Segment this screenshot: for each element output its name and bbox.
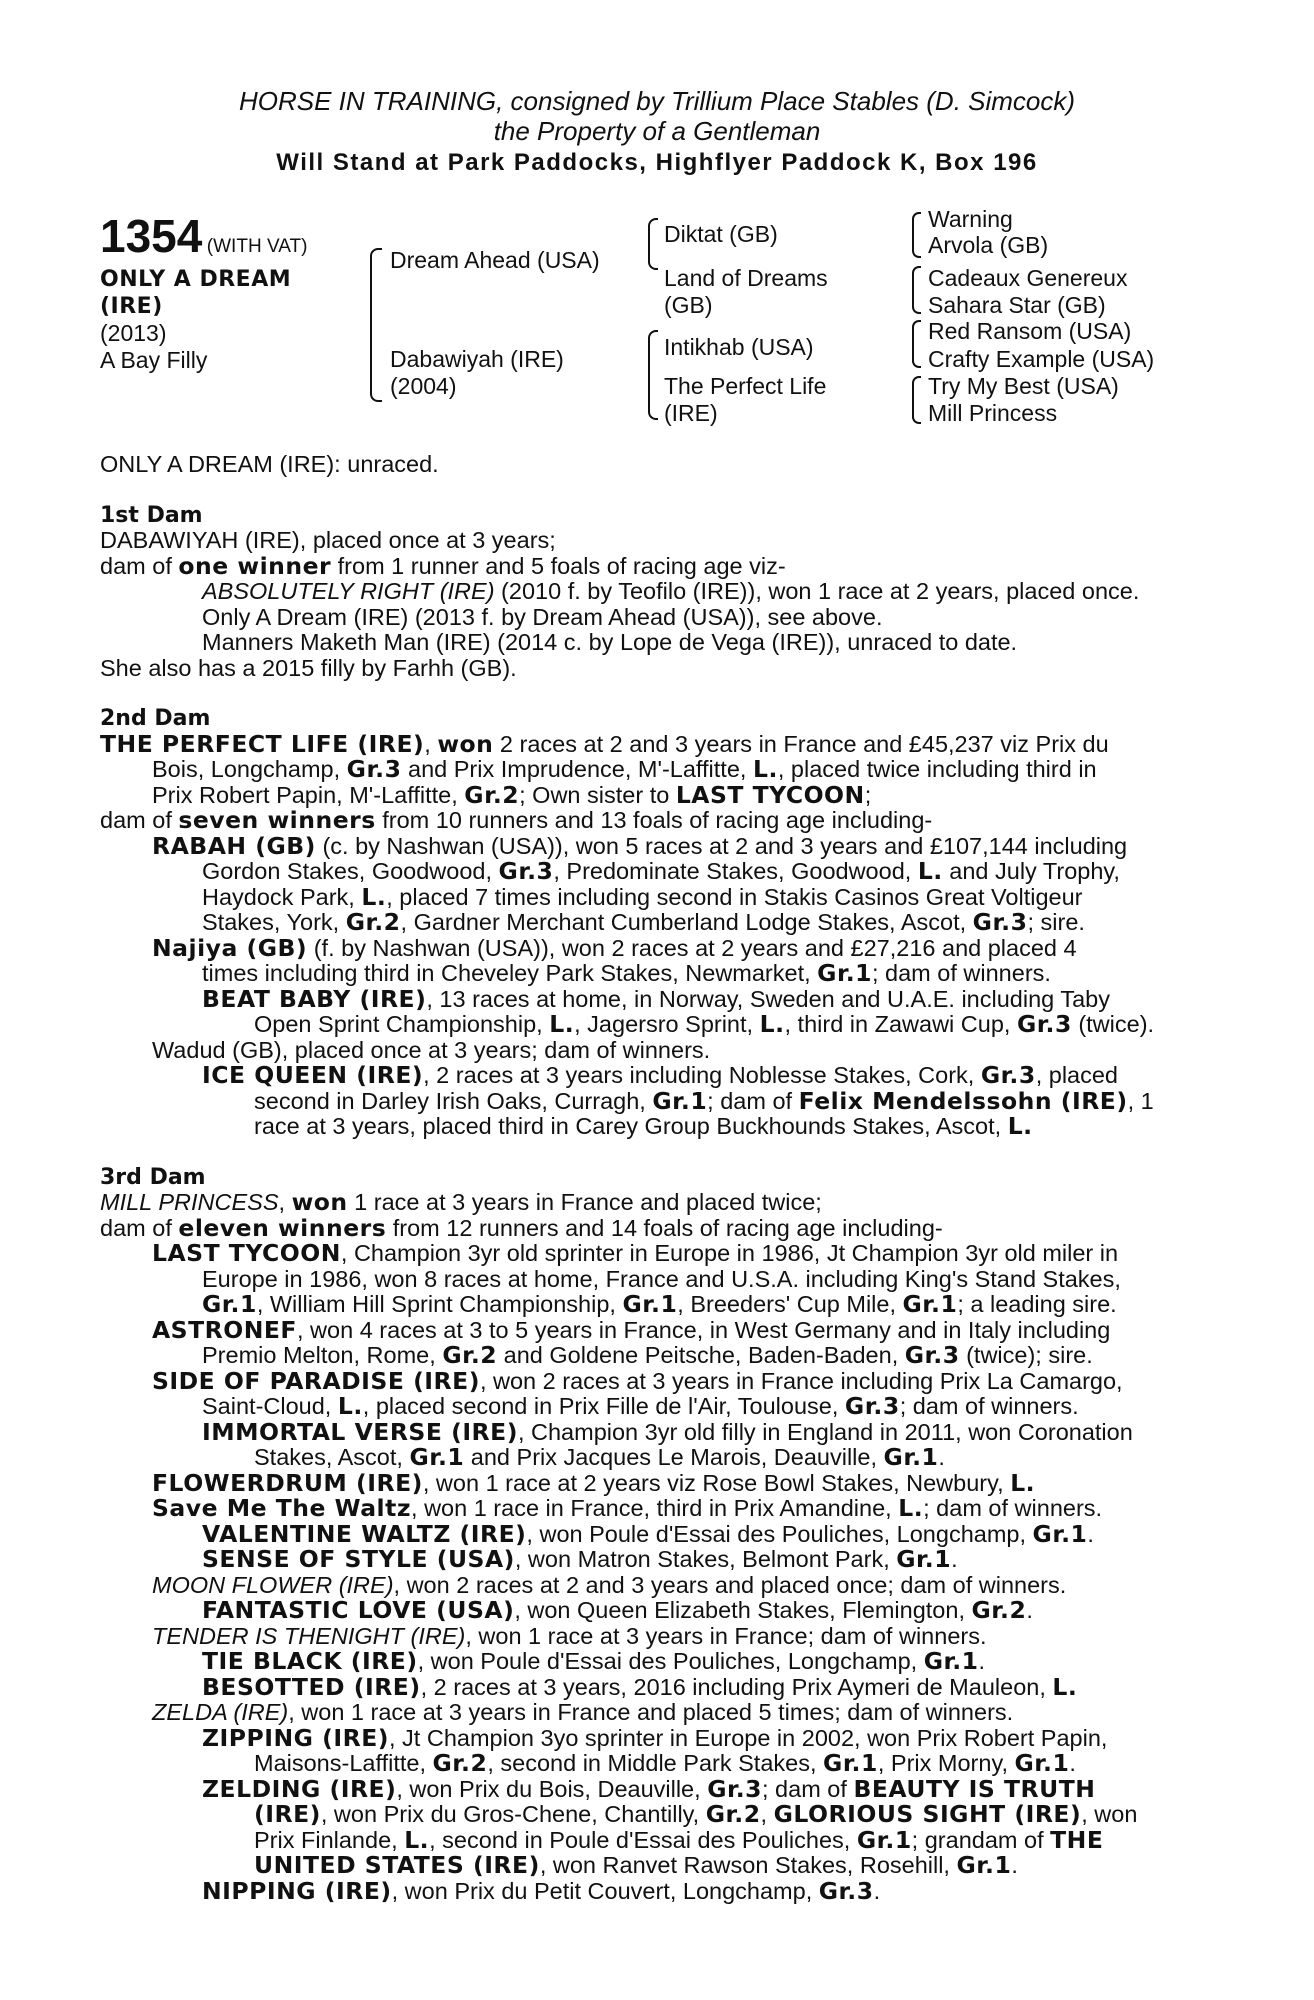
header-location: Will Stand at Park Paddocks, Highflyer Paddock K, Box 196 bbox=[276, 149, 1038, 176]
ggs-bracket-3 bbox=[912, 320, 921, 368]
gs-bracket-2 bbox=[648, 330, 658, 420]
produce-last-tycoon: LAST TYCOON, Champion 3yr old sprinter in Europe in 1986, Jt Champion 3yr old miler in bbox=[152, 1239, 1119, 1267]
lot-number-block bbox=[100, 212, 307, 260]
produce-zipping-2: Maisons-Laffitte, Gr.2, second in Middle Park Stakes, Gr.1, Prix Morny, Gr.1. bbox=[254, 1749, 1076, 1777]
produce-astronef-2: Premio Melton, Rome, Gr.2 and Goldene Peitsche, Baden-Baden, Gr.3 (twice); sire. bbox=[202, 1341, 1093, 1369]
horse-year: (2013) bbox=[100, 320, 167, 346]
produce-tie-black: TIE BLACK (IRE), won Poule d'Essai des Pouliches, Longchamp, Gr.1. bbox=[202, 1647, 986, 1675]
horse-description: A Bay Filly bbox=[100, 347, 208, 373]
third-dam-produce: dam of eleven winners from 12 runners and 14 foals of racing age including- bbox=[100, 1213, 943, 1242]
produce-manners-maketh-man: Manners Maketh Man (IRE) (2014 c. by Lope de Vega (IRE)), unraced to date. bbox=[202, 629, 1018, 655]
lot-vat: (WITH VAT) bbox=[206, 236, 308, 257]
produce-sense-of-style: SENSE OF STYLE (USA), won Matron Stakes, Belmont Park, Gr.1. bbox=[202, 1545, 958, 1573]
ggs-bracket-4 bbox=[912, 376, 921, 424]
produce-zelding-4: UNITED STATES (IRE), won Ranvet Rawson Stakes, Rosehill, Gr.1. bbox=[254, 1851, 1018, 1879]
second-dam-line: THE PERFECT LIFE (IRE), won 2 races at 2 and 3 years in France and £45,237 viz Prix du bbox=[100, 729, 1109, 758]
produce-wadud: Wadud (GB), placed once at 3 years; dam of winners. bbox=[152, 1036, 711, 1063]
third-dam-line: MILL PRINCESS, won 1 race at 3 years in France and placed twice; bbox=[100, 1188, 822, 1216]
produce-ice-queen: ICE QUEEN (IRE), 2 races at 3 years including Noblesse Stakes, Cork, Gr.3, placed bbox=[202, 1061, 1118, 1089]
sire-bracket bbox=[370, 248, 382, 332]
pedigree-g6: Crafty Example (USA) bbox=[928, 346, 1155, 372]
produce-nipping: NIPPING (IRE), won Prix du Petit Couvert, Longchamp, Gr.3. bbox=[202, 1876, 881, 1905]
produce-najiya-2: times including third in Cheveley Park Stakes, Newmarket, Gr.1; dam of winners. bbox=[202, 959, 1051, 987]
pedigree-g2: Arvola (GB) bbox=[928, 232, 1049, 258]
produce-ice-queen-3: race at 3 years, placed third in Carey Group Buckhounds Stakes, Ascot, L. bbox=[254, 1112, 1033, 1140]
second-dam-line-3: Prix Robert Papin, M'-Laffitte, Gr.2; Own sister to LAST TYCOON; bbox=[152, 780, 872, 809]
pedigree-dam-year: (2004) bbox=[390, 373, 457, 399]
third-dam-heading: 3rd Dam bbox=[100, 1164, 206, 1190]
produce-last-tycoon-2: Europe in 1986, won 8 races at home, France and U.S.A. including King's Stand Stakes, bbox=[202, 1265, 1121, 1292]
dam-bracket bbox=[370, 330, 382, 402]
catalogue-body bbox=[100, 452, 1210, 1904]
pedigree-g4: Sahara Star (GB) bbox=[928, 292, 1106, 318]
pedigree-g8: Mill Princess bbox=[928, 400, 1058, 426]
lot-number: 1354 bbox=[100, 210, 203, 262]
produce-immortal-verse-2: Stakes, Ascot, Gr.1 and Prix Jacques Le Marois, Deauville, Gr.1. bbox=[254, 1443, 945, 1471]
first-dam-produce: dam of one winner from 1 runner and 5 foals of racing age viz- bbox=[100, 551, 786, 580]
produce-zipping: ZIPPING (IRE), Jt Champion 3yo sprinter in Europe in 2002, won Prix Robert Papin, bbox=[202, 1723, 1108, 1752]
first-dam-note: She also has a 2015 filly by Farhh (GB). bbox=[100, 654, 517, 681]
produce-fantastic-love: FANTASTIC LOVE (USA), won Queen Elizabeth Stakes, Flemington, Gr.2. bbox=[202, 1596, 1033, 1624]
second-dam-heading: 2nd Dam bbox=[100, 706, 211, 731]
produce-flowerdrum: FLOWERDRUM (IRE), won 1 race at 2 years viz Rose Bowl Stakes, Newbury, L. bbox=[152, 1468, 1036, 1497]
horse-name-2: (IRE) bbox=[100, 294, 163, 319]
produce-rabah-3: Haydock Park, L., placed 7 times including second in Stakis Casinos Great Voltigeur bbox=[202, 882, 1083, 911]
produce-tender-is-thenight: TENDER IS THENIGHT (IRE), won 1 race at 3 years in France; dam of winners. bbox=[152, 1622, 987, 1649]
pedigree-g3: Cadeaux Genereux bbox=[928, 265, 1128, 291]
produce-rabah-2: Gordon Stakes, Goodwood, Gr.3, Predominate Stakes, Goodwood, L. and July Trophy, bbox=[202, 857, 1120, 885]
produce-side-of-paradise: SIDE OF PARADISE (IRE), won 2 races at 3 years in France including Prix La Camargo, bbox=[152, 1366, 1123, 1395]
produce-ice-queen-2: second in Darley Irish Oaks, Curragh, Gr.1; dam of Felix Mendelssohn (IRE), 1 bbox=[254, 1086, 1154, 1115]
produce-zelding-2: (IRE), won Prix du Gros-Chene, Chantilly, Gr.2, GLORIOUS SIGHT (IRE), won bbox=[254, 1800, 1138, 1828]
produce-only-a-dream: Only A Dream (IRE) (2013 f. by Dream Ahead (USA)), see above. bbox=[202, 603, 883, 630]
pedigree-dam-dam-2: (IRE) bbox=[664, 400, 718, 426]
produce-moon-flower: MOON FLOWER (IRE), won 2 races at 2 and 3 years and placed once; dam of winners. bbox=[152, 1571, 1067, 1598]
first-dam-heading: 1st Dam bbox=[100, 502, 203, 528]
produce-valentine-waltz: VALENTINE WALTZ (IRE), won Poule d'Essai des Pouliches, Longchamp, Gr.1. bbox=[202, 1519, 1094, 1548]
produce-najiya: Najiya (GB) (f. by Nashwan (USA)), won 2 races at 2 years and £27,216 and placed 4 bbox=[152, 933, 1077, 962]
produce-zelding-3: Prix Finlande, L., second in Poule d'Essai des Pouliches, Gr.1; grandam of THE bbox=[254, 1825, 1104, 1854]
horse-name-1: ONLY A DREAM bbox=[100, 267, 292, 292]
produce-absolutely-right: ABSOLUTELY RIGHT (IRE) (2010 f. by Teofilo (IRE)), won 1 race at 2 years, placed once. bbox=[202, 578, 1140, 604]
produce-side-of-paradise-2: Saint-Cloud, L., placed second in Prix Fille de l'Air, Toulouse, Gr.3; dam of winners. bbox=[202, 1392, 1079, 1420]
ggs-bracket-2 bbox=[912, 266, 921, 314]
gs-bracket-1 bbox=[648, 218, 658, 270]
pedigree-dam: Dabawiyah (IRE) bbox=[390, 346, 564, 372]
produce-immortal-verse: IMMORTAL VERSE (IRE), Champion 3yr old filly in England in 2011, won Coronation bbox=[202, 1417, 1133, 1446]
pedigree-sire-dam-2: (GB) bbox=[664, 292, 713, 318]
produce-besotted: BESOTTED (IRE), 2 races at 3 years, 2016 including Prix Aymeri de Mauleon, L. bbox=[202, 1672, 1078, 1701]
produce-rabah: RABAH (GB) (c. by Nashwan (USA)), won 5 races at 2 and 3 years and £107,144 including bbox=[152, 831, 1128, 860]
pedigree-sire: Dream Ahead (USA) bbox=[390, 247, 600, 273]
unraced-note: ONLY A DREAM (IRE): unraced. bbox=[100, 451, 439, 477]
header-consignor: HORSE IN TRAINING, consigned by Trillium Place Stables (D. Simcock) bbox=[238, 86, 1076, 116]
pedigree-sire-dam-1: Land of Dreams bbox=[664, 265, 828, 291]
pedigree-g7: Try My Best (USA) bbox=[928, 373, 1119, 399]
produce-zelding: ZELDING (IRE), won Prix du Bois, Deauville, Gr.3; dam of BEAUTY IS TRUTH bbox=[202, 1774, 1096, 1803]
pedigree-sire-sire: Diktat (GB) bbox=[664, 221, 778, 247]
first-dam-line: DABAWIYAH (IRE), placed once at 3 years; bbox=[100, 527, 556, 553]
produce-save-me-the-waltz: Save Me The Waltz, won 1 race in France, third in Prix Amandine, L.; dam of winners. bbox=[152, 1494, 1103, 1522]
pedigree-dam-dam-1: The Perfect Life bbox=[664, 373, 827, 399]
produce-beat-baby: BEAT BABY (IRE), 13 races at home, in Norway, Sweden and U.A.E. including Taby bbox=[202, 984, 1110, 1013]
produce-beat-baby-2: Open Sprint Championship, L., Jagersro Sprint, L., third in Zawawi Cup, Gr.3 (twice). bbox=[254, 1010, 1155, 1038]
pedigree-g5: Red Ransom (USA) bbox=[928, 318, 1132, 344]
pedigree-g1: Warning bbox=[928, 206, 1013, 232]
ggs-bracket-1 bbox=[912, 212, 921, 258]
header-property: the Property of a Gentleman bbox=[493, 116, 821, 146]
second-dam-produce: dam of seven winners from 10 runners and 13 foals of racing age including- bbox=[100, 806, 933, 834]
produce-last-tycoon-3: Gr.1, William Hill Sprint Championship, Gr.1, Breeders' Cup Mile, Gr.1; a leading sire. bbox=[202, 1290, 1117, 1318]
second-dam-line-2: Bois, Longchamp, Gr.3 and Prix Imprudence, M'-Laffitte, L., placed twice including third in bbox=[152, 755, 1097, 783]
produce-zelda: ZELDA (IRE), won 1 race at 3 years in France and placed 5 times; dam of winners. bbox=[152, 1699, 1014, 1725]
pedigree-dam-sire: Intikhab (USA) bbox=[664, 334, 814, 360]
produce-astronef: ASTRONEF, won 4 races at 3 to 5 years in France, in West Germany and in Italy including bbox=[152, 1315, 1111, 1344]
produce-rabah-4: Stakes, York, Gr.2, Gardner Merchant Cumberland Lodge Stakes, Ascot, Gr.3; sire. bbox=[202, 908, 1085, 936]
